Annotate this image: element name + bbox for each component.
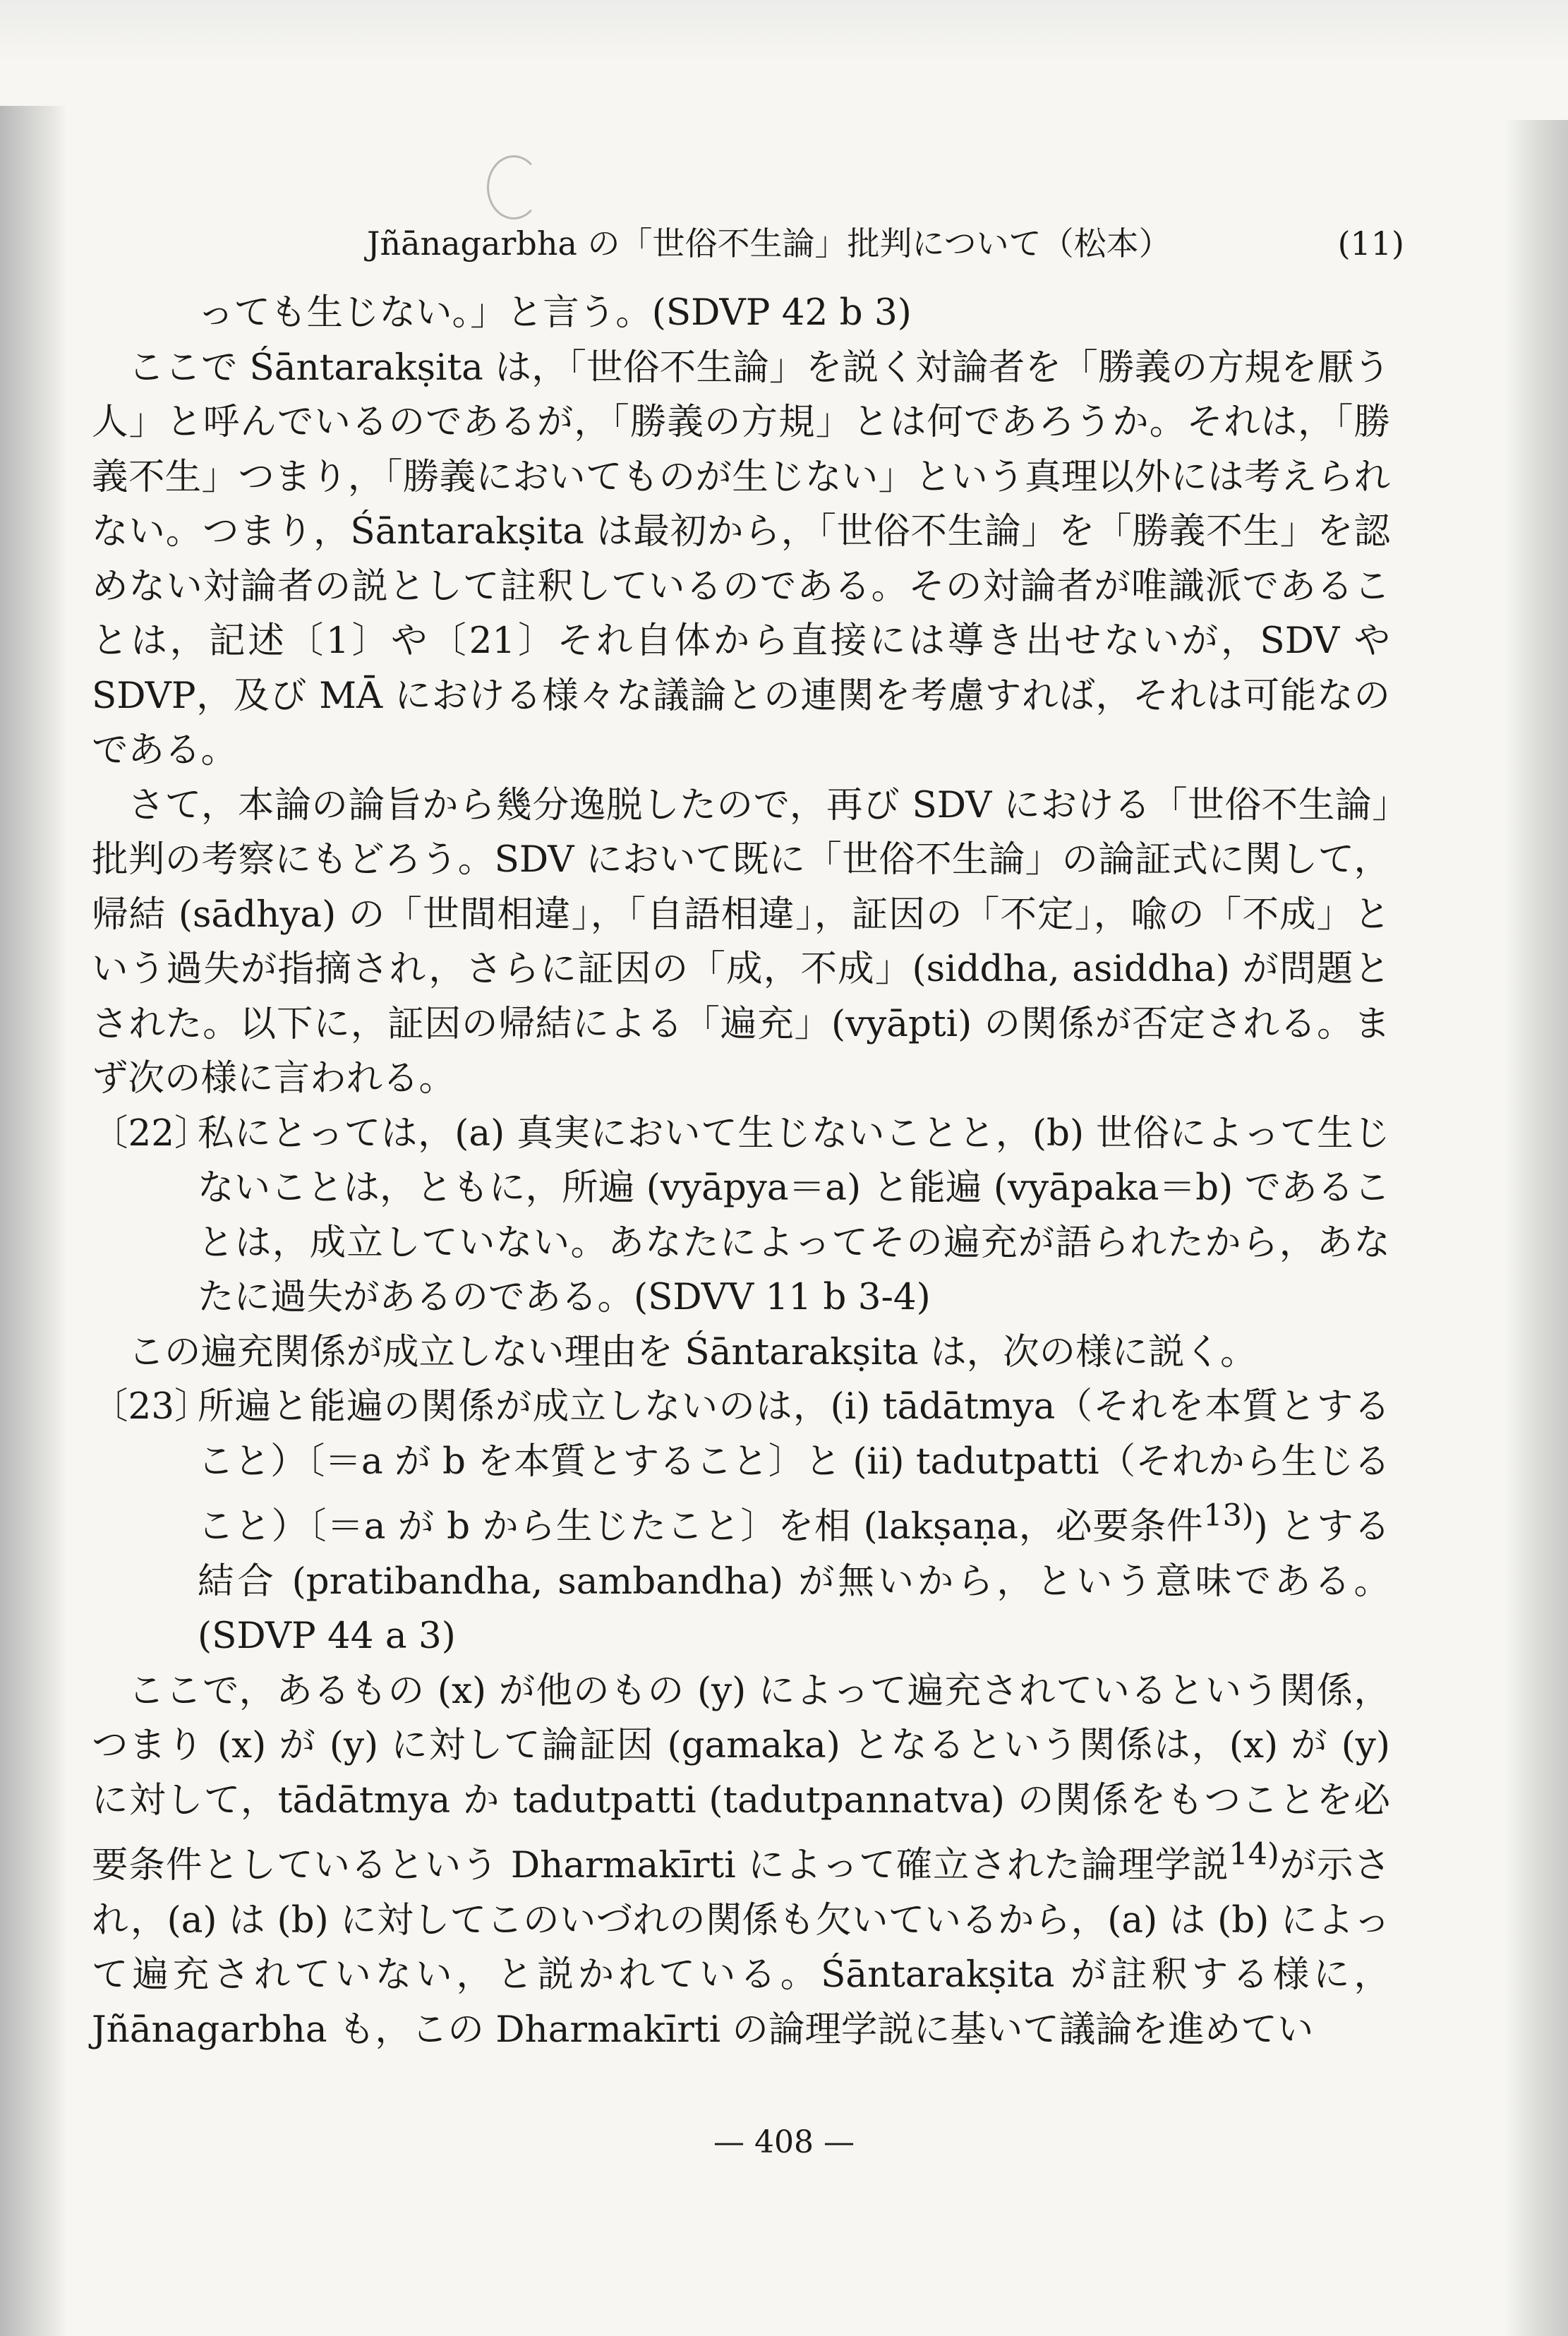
scan-left-edge-shadow xyxy=(0,106,67,2336)
example-number: 〔22〕 xyxy=(92,1112,211,1155)
example-text: 私にとっては，(a) 真実において生じないことと，(b) 世俗によって生じないことは，ともに，所遍 (vyāpya＝a) と能遍 (vyāpaka＝b) であることは，成立していない。あなたによってその遍充が語られたから，あなたに過失があるのである。(SDVV 11 b 3-4) xyxy=(198,1112,1390,1318)
running-header xyxy=(367,215,1404,272)
example-22 xyxy=(92,1107,1390,1325)
example-text: 所遍と能遍の関係が成立しないのは，(i) tādātmya（それを本質とすること）〔＝a が b を本質とすること〕と (ii) tadutpatti（それから生じること）〔＝a が b から生じたこと〕を相 (lakṣaṇa，必要条件 xyxy=(198,1385,1390,1548)
example-23 xyxy=(92,1380,1390,1664)
example-number: 〔23〕 xyxy=(92,1385,211,1428)
example-text-cont: ) とする結合 (pratibandha, sambandha) が無いから，という意味である。(SDVP 44 a 3) xyxy=(198,1505,1390,1658)
paragraph-continuation: っても生じない。」と言う。(SDVP 42 b 3) xyxy=(198,291,912,334)
footnote-ref-14: 14) xyxy=(1229,1837,1279,1873)
scan-right-edge-shadow xyxy=(1504,120,1568,2336)
paragraph-text-cont: が示され，(a) は (b) に対してこのいづれの関係も欠いているから，(a) は (b) によって遍充されていない，と説かれている。Śāntarakṣita が註釈する様に，Jñānagarbha も，この Dharmakīrti の論理学説に基いて議論を進めてい xyxy=(92,1844,1390,2051)
paragraph: さて，本論の論旨から幾分逸脱したので，再び SDV における「世俗不生論」批判の考察にもどろう。SDV において既に「世俗不生論」の論証式に関して，帰結 (sādhya) の「世間相違」，「自語相違」，証因の「不定」，喩の「不成」という過失が指摘され，さらに証因の「成，不成」(siddha, asiddha) が問題とされた。以下に，証因の帰結による「遍充」(vyāpti) の関係が否定される。まず次の様に言われる。 xyxy=(92,783,1390,1100)
scan-top-band xyxy=(0,0,1568,64)
paragraph: この遍充関係が成立しない理由を Śāntarakṣita は，次の様に説く。 xyxy=(128,1330,1257,1373)
paragraph xyxy=(92,1664,1390,2058)
paragraph-text: ここで，あるもの (x) が他のもの (y) によって遍充されているという関係，つまり (x) が (y) に対して論証因 (gamaka) となるという関係は，(x) が (y) に対して，tādātmya か tadutpatti (tadutpannatva) の関係をもつことを必要条件としているという Dharmakīrti によって確立された論理学説 xyxy=(92,1669,1390,1887)
running-title: Jñānagarbha の「世俗不生論」批判について（松本） xyxy=(367,224,1171,263)
page-footer-number: — 408 — xyxy=(713,2124,855,2160)
paragraph: ここで Śāntarakṣita は，「世俗不生論」を説く対論者を「勝義の方規を厭う人」と呼んでいるのであるが，「勝義の方規」とは何であろうか。それは，「勝義不生」つまり，「勝義においてものが生じない」という真理以外には考えられない。つまり，Śāntarakṣita は最初から，「世俗不生論」を「勝義不生」を認めない対論者の説として註釈しているのである。その対論者が唯識派であることは，記述〔1〕や〔21〕それ自体から直接には導き出せないが，SDV や SDVP，及び MĀ における様々な議論との連関を考慮すれば，それは可能なのである。 xyxy=(92,346,1390,771)
footnote-ref-13: 13) xyxy=(1203,1498,1254,1534)
journal-page-number: (11) xyxy=(1337,224,1404,263)
scan-artifact-mark xyxy=(487,155,541,219)
main-text xyxy=(92,286,1390,2057)
